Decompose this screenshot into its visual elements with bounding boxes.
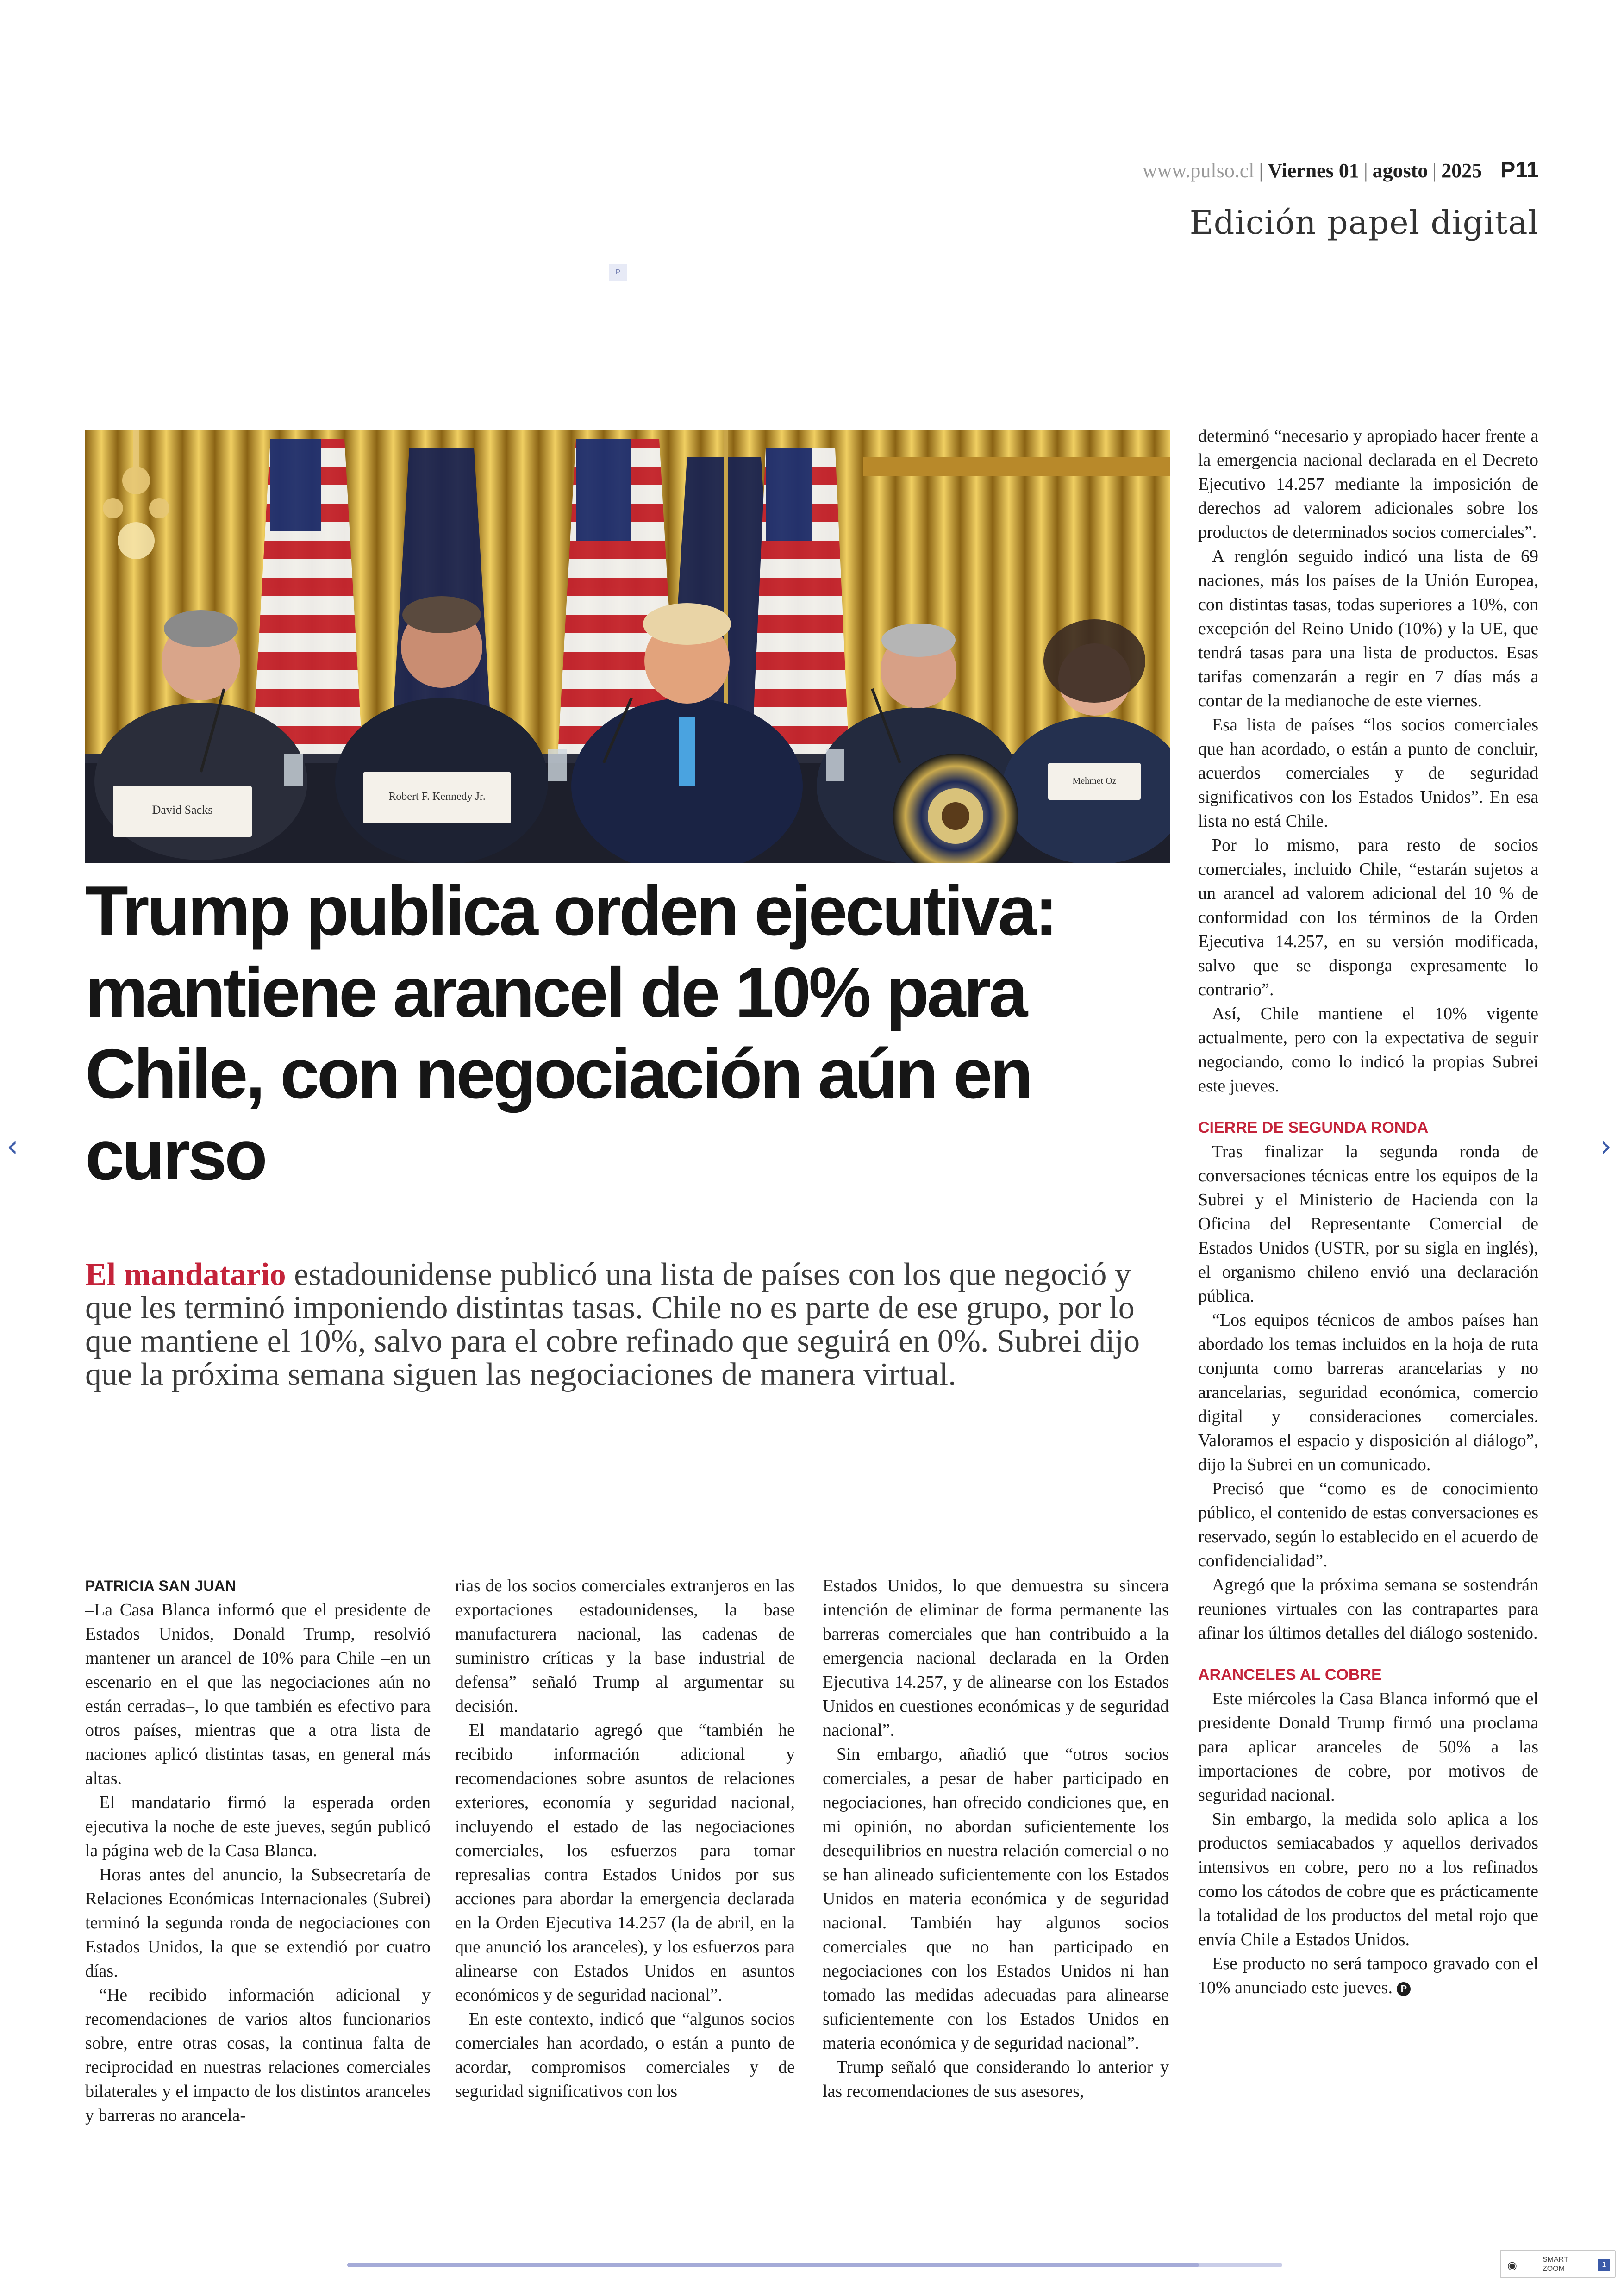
date-month: agosto (1372, 159, 1428, 182)
news-photo (85, 430, 1170, 863)
body-paragraph: “Los equipos técnicos de ambos países han abordado los temas incluidos en la hoja de ruta conjunta como barreras arancelarias y no arancelarias, seguridad económica, comercio digital y consideraciones comerciales. Valoramos el espacio y disposición al diálogo”, dijo la Subrei en un comunicado. (1198, 1310, 1538, 1474)
body-paragraph: Esa lista de países “los socios comerciales que han acordado, o están a punto de concluir, acuerdos comerciales y de seguridad significativos con los Estados Unidos”. En esa lista no está Chile. (1198, 715, 1538, 831)
body-paragraph: Este miércoles la Casa Blanca informó que el presidente Donald Trump firmó una proclama para aplicar aranceles de 50% a las importaciones de cobre, por motivos de seguridad nacional. (1198, 1689, 1538, 1805)
place-card-2: Robert F. Kennedy Jr. (388, 791, 486, 803)
date-day: Viernes 01 (1268, 159, 1359, 182)
eye-icon: ◉ (1507, 2259, 1517, 2272)
place-card-1: David Sacks (152, 803, 213, 817)
body-paragraph: El mandatario agregó que “también he recibido información adicional y recomendaciones sobre asuntos de relaciones exteriores, economía y seguridad nacional, incluyendo el estado de las negociaciones comerciales, los esfuerzos para tomar represalias contra Estados Unidos por sus acciones para abordar la emergencia declarada en la Orden Ejecutiva 14.257 (la de abril, en la que anunció los aranceles), y los esfuerzos para alinearse con Estados Unidos en asuntos económicos y de seguridad nacional”. (455, 1721, 795, 2005)
body-paragraph: –La Casa Blanca informó que el presidente de Estados Unidos, Donald Trump, resolvió mantener un arancel de 10% para Chile –en un escenario en el que las negociaciones aún no están cerradas–, lo que también es efectivo para otros países, mientras que a otra lista de naciones aplicó distintas tasas, en general más altas. (85, 1600, 431, 1788)
masthead-dateline: www.pulso.cl | Viernes 01 | agosto | 2025 P11 (1142, 158, 1539, 182)
smart-zoom-label: SMART ZOOM (1543, 2256, 1568, 2273)
lead-paragraph (85, 1258, 1178, 1391)
body-paragraph: determinó “necesario y apropiado hacer frente a la emergencia nacional declarada en el Decreto Ejecutivo 14.257 mediante la imposición de derechos ad valorem adicionales sobre los productos de determinados socios comerciales”. (1198, 426, 1538, 542)
headline: Trump publica orden ejecutiva: mantiene arancel de 10% para Chile, con negociación aún en curso (85, 872, 1056, 1195)
scrollbar-thumb[interactable] (347, 2263, 1199, 2267)
date-year: 2025 (1441, 159, 1482, 182)
body-paragraph: Estados Unidos, lo que demuestra su sincera intención de eliminar de forma permanente las barreras comerciales que han contribuido a la emergencia nacional declarada en la Orden Ejecutiva 14.257, y de alinearse con los Estados Unidos en cuestiones económicas y de seguridad nacional”. (823, 1576, 1169, 1740)
body-paragraph: rias de los socios comerciales extranjeros en las exportaciones estadounidenses, la base manufacturera nacional, las cadenas de suministro críticas y la base industrial de defensa” señaló Trump al argumentar su decisión. (455, 1576, 795, 1716)
byline: PATRICIA SAN JUAN (85, 1578, 237, 1594)
body-paragraph: En este contexto, indicó que “algunos socios comerciales han acordado, o están a punto de acordar, compromisos comerciales y de seguridad significativos con los (455, 2009, 795, 2101)
next-page-arrow-icon[interactable]: › (1600, 1129, 1612, 1164)
page-number: P11 (1500, 158, 1539, 182)
site-url[interactable]: www.pulso.cl (1142, 159, 1255, 182)
edition-label: Edición papel digital (1189, 204, 1539, 242)
body-paragraph: Tras finalizar la segunda ronda de conversaciones técnicas entre los equipos de la Subrei y el Ministerio de Hacienda con la Oficina del Representante Comercial de Estados Unidos (USTR, por su sigla en inglés), el organismo chileno envió una declaración pública. (1198, 1142, 1538, 1306)
body-paragraph: El mandatario firmó la esperada orden ejecutiva la noche de este jueves, según publicó la página web de la Casa Blanca. (85, 1793, 431, 1860)
lead-kicker: El mandatario (85, 1257, 286, 1292)
small-page-marker: P (609, 264, 627, 281)
body-paragraph: Horas antes del anuncio, la Subsecretaría de Relaciones Económicas Internacionales (Subrei) terminó la segunda ronda de negociaciones con Estados Unidos, la que se extendió por cuatro días. (85, 1865, 431, 1981)
lead-text: estadounidense publicó una lista de países con los que negoció y que les terminó imponiendo distintas tasas. Chile no es parte de ese grupo, por lo que mantiene el 10%, salvo para el cobre refinado que seguirá en 0%. Subrei dijo que la próxima semana siguen las negociaciones de manera virtual. (85, 1257, 1140, 1392)
body-paragraph-last: Ese producto no será tampoco gravado con el 10% anunciado este jueves. P (1198, 1954, 1538, 1997)
body-paragraph: Trump señaló que considerando lo anterior y las recomendaciones de sus asesores, (823, 2058, 1169, 2101)
body-paragraph: “He recibido información adicional y recomendaciones de varios altos funcionarios sobre, entre otras cosas, la continua falta de reciprocidad en nuestras relaciones comerciales bilaterales y el impacto de los distintos aranceles y barreras no arancela- (85, 1985, 431, 2125)
page-count-badge: 1 (1598, 2259, 1610, 2271)
body-column-1 (85, 1574, 431, 2127)
prev-page-arrow-icon[interactable]: ‹ (6, 1129, 19, 1164)
body-column-2 (455, 1574, 795, 2103)
end-mark-icon: P (1397, 1982, 1411, 1996)
subhead-cobre: ARANCELES AL COBRE (1198, 1666, 1382, 1684)
body-paragraph: Sin embargo, la medida solo aplica a los productos semiacabados y aquellos derivados intensivos en cobre, pero no a los refinados como los cátodos de cobre que es prácticamente la totalidad de los productos del metal rojo que envía Chile a Estados Unidos. (1198, 1809, 1538, 1949)
body-paragraph: Sin embargo, añadió que “otros socios comerciales, a pesar de haber participado en negociaciones, han ofrecido condiciones que, en mi opinión, no abordan suficientemente los desequilibrios en nuestra relación comercial o no se han alineado suficientemente con los Estados Unidos en materia económica y de seguridad nacional. También hay algunos socios comerciales que no han participado en negociaciones con los Estados Unidos ni han tomado las medidas adecuadas para alinearse suficientemente con los Estados Unidos en materia económica y de seguridad nacional”. (823, 1745, 1169, 2053)
body-paragraph: Agregó que la próxima semana se sostendrán reuniones virtuales con las contrapartes para afinar los últimos detalles del diálogo sostenido. (1198, 1575, 1538, 1643)
body-column-3 (823, 1574, 1169, 2103)
body-paragraph: Por lo mismo, para resto de socios comerciales, incluido Chile, “estarán sujetos a un arancel ad valorem adicional del 10 % de conformidad con los términos de la Orden Ejecutiva 14.257, en su versión modificada, salvo que se disponga expresamente lo contrario”. (1198, 836, 1538, 999)
body-paragraph: Así, Chile mantiene el 10% vigente actualmente, pero con la expectativa de seguir negociando, como lo indicó la propias Subrei este jueves. (1198, 1004, 1538, 1096)
body-column-4 (1198, 424, 1538, 2000)
smart-zoom-button[interactable] (1500, 2250, 1616, 2278)
subhead-cierre: CIERRE DE SEGUNDA RONDA (1198, 1119, 1429, 1136)
body-paragraph: A renglón seguido indicó una lista de 69 naciones, más los países de la Unión Europea, con distintas tasas, todas superiores a 10%, con excepción del Reino Unido (10%) y la UE, que tendrá tasas para una lista de productos. Esas tarifas comenzarán a regir en 7 días más a contar de la medianoche de este viernes. (1198, 547, 1538, 711)
body-paragraph: Precisó que “como es de conocimiento público, el contenido de estas conversaciones es reservado, según lo establecido en el acuerdo de confidencialidad”. (1198, 1479, 1538, 1571)
place-card-3: Mehmet Oz (1072, 776, 1117, 786)
